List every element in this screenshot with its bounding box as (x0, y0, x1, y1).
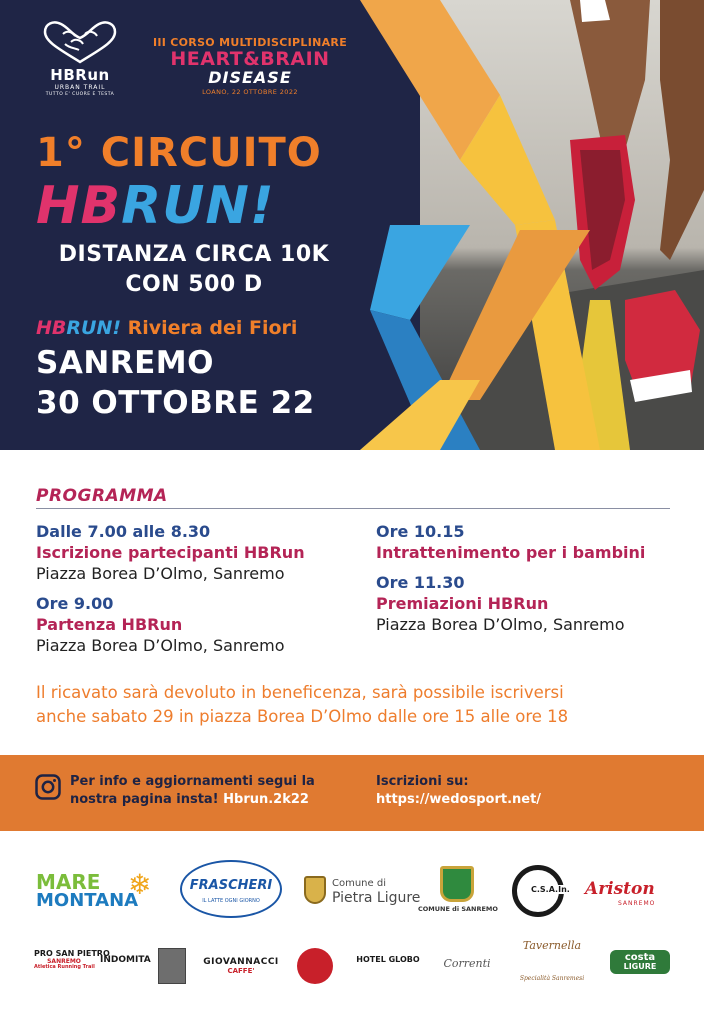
riviera-text: Riviera dei Fiori (121, 317, 298, 339)
distance-text (36, 240, 352, 300)
program-place: Piazza Borea D’Olmo, Sanremo (36, 564, 285, 583)
congress-header (150, 36, 350, 96)
sponsor-sanremo: COMUNE di SANREMO (418, 905, 498, 913)
charity-notice (36, 681, 676, 729)
hbrun-title-hb: HB (36, 176, 122, 236)
info-line2: nostra pagina insta! (70, 792, 224, 807)
distance-line1: DISTANZA CIRCA 10K (58, 242, 330, 267)
costa-name: costa (624, 952, 656, 963)
program-activity: Intrattenimento per i bambini (376, 543, 646, 562)
program-right-column (376, 521, 686, 644)
registration-label: Iscrizioni su: (376, 774, 469, 789)
heart-brain-icon (41, 20, 119, 64)
registration-info (376, 773, 676, 809)
info-line2-row (70, 791, 370, 809)
hotel-globo-name: HOTEL GLOBO (356, 955, 420, 964)
program-activity: Iscrizione partecipanti HBRun (36, 543, 305, 562)
sponsor-correnti (438, 958, 496, 970)
program-item (376, 521, 686, 563)
logo-sub: URBAN TRAIL (54, 84, 106, 91)
tavernella-sub: Specialità Sanremesi (519, 975, 585, 983)
sponsor-tavernella (504, 940, 600, 983)
correnti-name: Correnti (443, 957, 491, 970)
registration-url-link[interactable]: https://wedosport.net/ (376, 792, 542, 807)
instagram-icon[interactable] (35, 774, 61, 800)
program-activity: Partenza HBRun (36, 615, 183, 634)
instagram-handle-link[interactable]: Hbrun.2k22 (223, 792, 309, 807)
sponsor-hotel-globo (350, 956, 426, 965)
program-divider (36, 508, 670, 509)
sponsor-pietra-ligure: Pietra Ligure (332, 890, 421, 906)
program-time: Ore 10.15 (376, 522, 465, 541)
costa-sub: LIGURE (623, 962, 657, 971)
charity-notice-line2: anche sabato 29 in piazza Borea D’Olmo dalle ore 15 alle ore 18 (36, 707, 569, 726)
program-time: Ore 11.30 (376, 573, 465, 592)
sponsor-csain: C.S.A.In. (531, 885, 570, 894)
sponsor-mare-montana-top: MARE (36, 870, 101, 894)
snowflake-icon: ❄ (128, 868, 152, 901)
sanremo-crest-icon (440, 866, 474, 902)
program-title: PROGRAMMA (36, 486, 168, 506)
congress-line3: DISEASE (208, 68, 292, 87)
sponsor-frascheri-tagline: IL LATTE OGNI GIORNO (202, 898, 260, 904)
congress-line1: III CORSO MULTIDISCIPLINARE (152, 36, 348, 49)
congress-line2: HEART&BRAIN (170, 48, 330, 70)
program-left-column (36, 521, 356, 665)
congress-date: LOANO, 22 OTTOBRE 2022 (202, 88, 298, 96)
hbrun-title-run: RUN! (121, 176, 275, 236)
pietra-ligure-crest-icon (304, 876, 326, 904)
program-time: Ore 9.00 (36, 594, 114, 613)
charity-notice-line1: Il ricavato sarà devoluto in beneficenza, sarà possibile iscriversi (36, 683, 564, 702)
riviera-run: RUN! (66, 317, 122, 339)
sponsor-costa-ligure (610, 950, 670, 974)
sponsor-ariston-sub: SANREMO (618, 900, 656, 907)
hero-banner (0, 0, 704, 450)
circuit-title: 1° CIRCUITO (36, 130, 322, 176)
program-item (376, 572, 686, 635)
program-time: Dalle 7.00 alle 8.30 (36, 522, 211, 541)
sponsor-giovannacci (198, 958, 284, 976)
hbrun-logo (30, 20, 130, 98)
instagram-info (70, 773, 370, 809)
info-band (0, 755, 704, 831)
program-place: Piazza Borea D’Olmo, Sanremo (376, 615, 625, 634)
tavernella-name: Tavernella (522, 939, 582, 952)
event-date: 30 OTTOBRE 22 (36, 385, 315, 421)
logo-tagline: TUTTO E' CUORE E TESTA (45, 92, 115, 97)
indomita-name: INDOMITA (100, 955, 151, 965)
prosanpietro-tag: Atletica Running Trail (34, 964, 95, 971)
prosanpietro-name: PRO SAN PIETRO (34, 949, 110, 958)
distance-line2: CON 500 D (125, 272, 263, 297)
sponsor-ariston: Ariston (585, 879, 655, 899)
event-city: SANREMO (36, 345, 215, 381)
chevron-graphic (330, 0, 620, 450)
hbrun-title (36, 176, 275, 236)
program-activity: Premiazioni HBRun (376, 594, 549, 613)
giovannacci-name: GIOVANNACCI (203, 957, 279, 967)
event-location-date (36, 343, 315, 423)
sponsor-frascheri: FRASCHERI (189, 878, 273, 893)
sponsor-prosanpietro (34, 949, 110, 971)
giovannacci-sub: CAFFE' (227, 966, 255, 975)
riviera-title (36, 317, 297, 339)
program-item (36, 593, 356, 656)
info-line1: Per info e aggiornamenti segui la (70, 774, 315, 789)
sponsor-pietra-ligure-label: Comune di (332, 878, 386, 889)
logo-name: HBRun (50, 66, 110, 84)
program-place: Piazza Borea D’Olmo, Sanremo (36, 636, 285, 655)
sponsor-mare-montana-bottom: MONTANA (36, 890, 139, 911)
program-item (36, 521, 356, 584)
sponsor-runner-logo-icon (297, 948, 333, 984)
prosanpietro-city: SANREMO (47, 957, 81, 965)
sponsor-indomita (100, 956, 150, 966)
riviera-hb: HB (36, 317, 67, 339)
sponsor-square-logo-icon (158, 948, 186, 984)
